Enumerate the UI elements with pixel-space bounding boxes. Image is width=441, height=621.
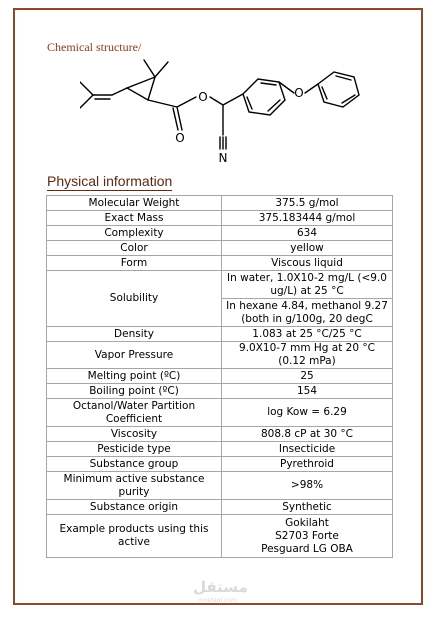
table-row (47, 211, 393, 226)
table-row (47, 384, 393, 399)
bond-to-phenyl (223, 94, 243, 105)
table-row (47, 271, 393, 299)
property-value: In water, 1.0X10-2 mg/L (<9.0 ug/L) at 25 °C (222, 271, 393, 299)
table-row (47, 472, 393, 500)
property-label: Viscosity (47, 427, 222, 442)
bond-to-ester-o (177, 97, 196, 107)
property-label: Solubility (47, 271, 222, 327)
table-row (47, 515, 393, 558)
benzene-ring-1 (243, 79, 285, 115)
property-label: Complexity (47, 226, 222, 241)
table-row (47, 500, 393, 515)
bond-to-carbonyl (148, 100, 177, 107)
property-value: Insecticide (222, 442, 393, 457)
property-value: 1.083 at 25 °C/25 °C (222, 327, 393, 342)
table-row (47, 427, 393, 442)
property-value: 375.183444 g/mol (222, 211, 393, 226)
property-label: Example products using this active (47, 515, 222, 558)
bond-gem-methyl-2 (155, 62, 168, 77)
bond-to-ring (112, 88, 127, 95)
watermark-logo: مستقل (193, 578, 248, 596)
table-row (47, 327, 393, 342)
bond-ester-o-c (210, 97, 223, 105)
table-row (47, 226, 393, 241)
property-value: 25 (222, 369, 393, 384)
property-label: Boiling point (ºC) (47, 384, 222, 399)
nitrile-nitrogen-label: N (218, 151, 228, 165)
physical-properties-table (46, 195, 393, 558)
property-label: Exact Mass (47, 211, 222, 226)
bond-ether-o-ring (305, 84, 318, 93)
property-value: 375.5 g/mol (222, 196, 393, 211)
property-value: Viscous liquid (222, 256, 393, 271)
bond-methyl-1 (80, 82, 93, 95)
carbonyl-oxygen-label: O (175, 131, 185, 145)
property-label: Pesticide type (47, 442, 222, 457)
property-value: log Kow = 6.29 (222, 399, 393, 427)
ring2-double-1 (336, 76, 351, 80)
product-name: Pesguard LG OBA (261, 542, 353, 555)
chemical-structure-diagram (80, 55, 370, 170)
property-label: Substance origin (47, 500, 222, 515)
watermark-url: mostaql.com (198, 597, 237, 604)
ring1-double-1 (261, 83, 276, 85)
property-value: Synthetic (222, 500, 393, 515)
property-value: 634 (222, 226, 393, 241)
property-value: yellow (222, 241, 393, 256)
table-row (47, 442, 393, 457)
property-value: 154 (222, 384, 393, 399)
property-label: Density (47, 327, 222, 342)
product-name: Gokilaht (285, 516, 329, 529)
property-value: Pyrethroid (222, 457, 393, 472)
property-value: In hexane 4.84, methanol 9.27 (both in g/100g, 20 degC (222, 299, 393, 327)
property-value: 9.0X10-7 mm Hg at 20 °C (0.12 mPa) (222, 342, 393, 369)
ring1-double-2 (268, 100, 280, 111)
table-row (47, 342, 393, 369)
physical-information-heading: Physical information (47, 173, 173, 189)
bond-methyl-2 (80, 95, 93, 108)
ester-oxygen-label: O (198, 90, 208, 104)
property-label: Substance group (47, 457, 222, 472)
property-label: Form (47, 256, 222, 271)
table-row (47, 399, 393, 427)
table-row (47, 241, 393, 256)
property-label: Melting point (ºC) (47, 369, 222, 384)
property-label: Octanol/Water Partition Coefficient (47, 399, 222, 427)
table-row (47, 369, 393, 384)
table-row (47, 196, 393, 211)
property-value: >98% (222, 472, 393, 500)
property-label: Molecular Weight (47, 196, 222, 211)
property-label: Vapor Pressure (47, 342, 222, 369)
property-label: Minimum active substance purity (47, 472, 222, 500)
product-name: S2703 Forte (275, 529, 339, 542)
ether-oxygen-label: O (294, 86, 304, 100)
bond-gem-methyl-1 (144, 60, 155, 77)
table-row (47, 457, 393, 472)
property-label: Color (47, 241, 222, 256)
cyclopropane-ring (127, 77, 155, 100)
property-value (222, 515, 393, 558)
table-row (47, 256, 393, 271)
property-value: 808.8 cP at 30 °C (222, 427, 393, 442)
chemical-structure-title: Chemical structure/ (47, 40, 142, 54)
